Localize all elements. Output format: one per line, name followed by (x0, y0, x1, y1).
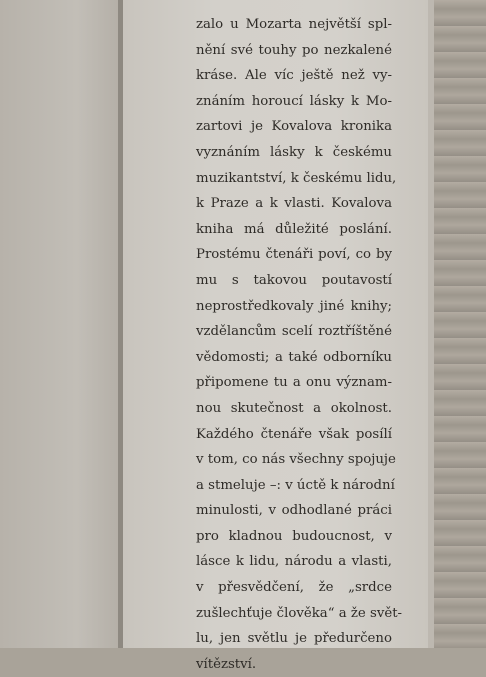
left-page (0, 0, 118, 648)
text-line: vyznáním lásky k českému (196, 144, 392, 160)
text-line: a stmeluje –: v úctě k národní (196, 477, 395, 493)
text-line: minulosti, v odhodlané práci (196, 503, 392, 519)
text-line: znáním horoucí lásky k Mo- (196, 93, 392, 109)
text-line: neprostředkovaly jiné knihy; (196, 298, 392, 314)
text-line: v tom, co nás všechny spojuje (196, 452, 396, 468)
text-line: lu, jen světlu je předurčeno (196, 631, 392, 647)
text-line: Prostému čtenáři poví, co by (196, 247, 392, 263)
text-line: kráse. Ale víc ještě než vy- (196, 68, 392, 84)
text-line: zartovi je Kovalova kronika (196, 119, 392, 135)
text-line: v přesvědčení, že „srdce (196, 580, 392, 596)
text-line: nou skutečnost a okolnost. (196, 400, 392, 416)
text-line: pro kladnou budoucnost, v (196, 528, 392, 544)
text-line: muzikantství, k českému lidu, (196, 170, 397, 186)
text-line: nění své touhy po nezkalené (196, 42, 392, 58)
text-line: zušlechťuje člověka“ a že svět- (196, 605, 403, 621)
wooden-surface (434, 0, 486, 648)
text-line: zalo u Mozarta největší spl- (196, 17, 392, 32)
text-line: kniha má důležité poslání. (196, 221, 392, 237)
text-line: mu s takovou poutavostí (196, 272, 392, 288)
text-line: vědomosti; a také odborníku (196, 349, 392, 365)
text-line: vítězství. (196, 656, 257, 672)
page-edge (428, 0, 434, 648)
text-line: k Praze a k vlasti. Kovalova (196, 196, 392, 212)
text-line: Každého čtenáře však posílí (196, 426, 392, 442)
text-line: připomene tu a onu význam- (196, 375, 392, 391)
text-line: vzdělancům scelí roztříštěné (196, 324, 392, 340)
text-line: lásce k lidu, národu a vlasti, (196, 554, 392, 570)
text-column (196, 12, 403, 677)
